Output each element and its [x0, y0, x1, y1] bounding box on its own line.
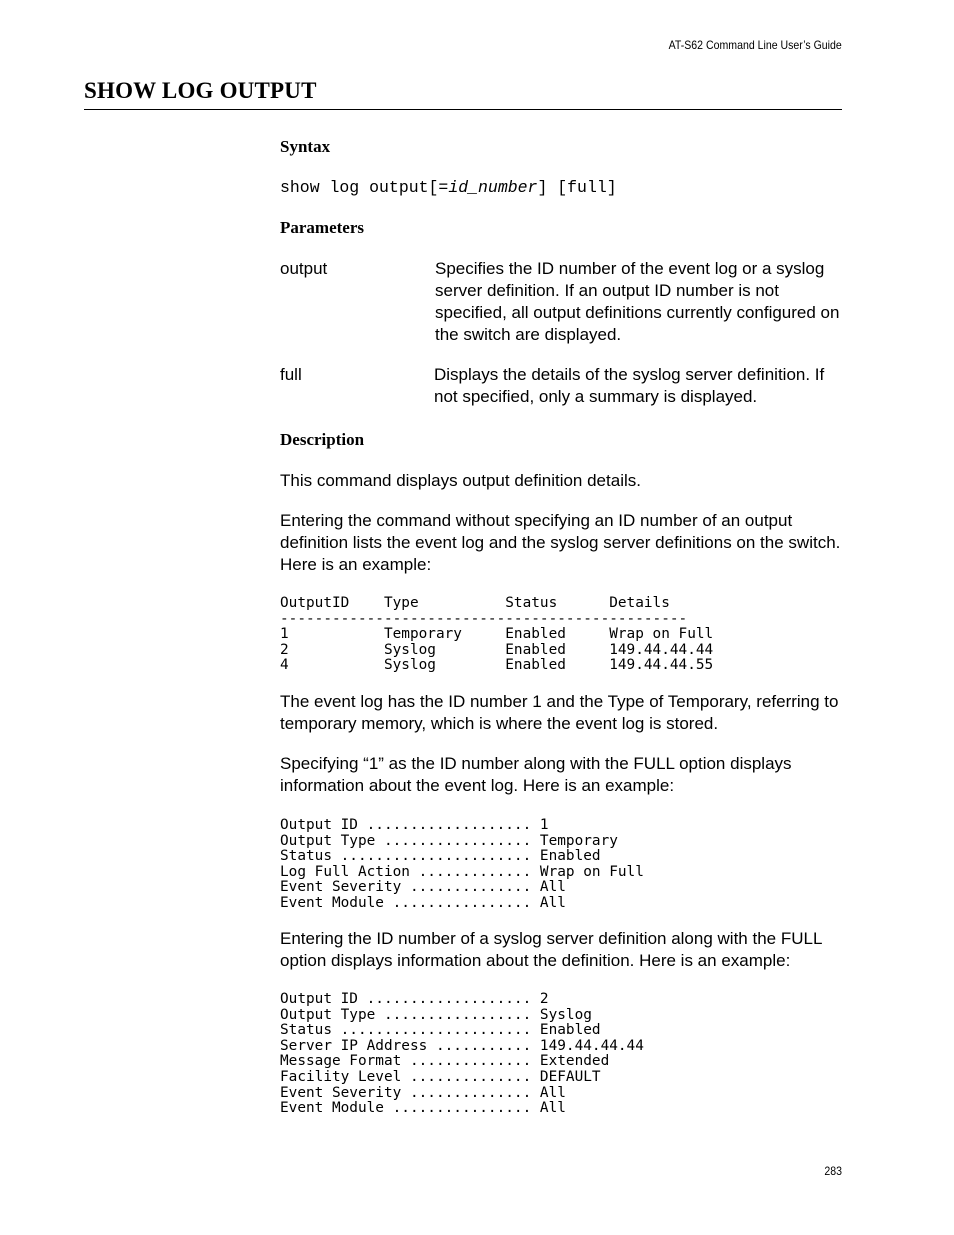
example-output-syslog: Output ID ................... 2 Output Type ................. Syslog Status ...................... Enabled Server IP Address ........... 149.44.44.44 Message Format .............. Extended Facility Level .............. DEFAULT Event Severity .............. All Event Module ................ All: [280, 991, 644, 1117]
example-output-summary: OutputID Type Status Details ----------------------------------------------- 1 Temporary Enabled Wrap on Full 2 Syslog Enabled 149.44.44.44 4 Syslog Enabled 149.44.44.55: [280, 595, 714, 674]
description-paragraph: This command displays output definition details.: [280, 471, 641, 490]
parameter-name: output: [280, 259, 328, 278]
syntax-command: [280, 178, 617, 197]
description-paragraph: Specifying “1” as the ID number along with the FULL option displays information about the event log. Here is an example:: [280, 754, 792, 795]
parameter-name: full: [280, 365, 302, 384]
description-paragraph: The event log has the ID number 1 and the Type of Temporary, referring to temporary memory, which is where the event log is stored.: [280, 692, 839, 733]
page-header-guide-title: AT-S62 Command Line User’s Guide: [668, 38, 842, 52]
page-number: 283: [824, 1164, 842, 1178]
syntax-command-prefix: show log output[=: [280, 178, 449, 197]
description-heading: Description: [280, 430, 365, 449]
syntax-command-suffix: ] [full]: [537, 178, 617, 197]
page-title: SHOW LOG OUTPUT: [84, 78, 317, 103]
parameter-description: Specifies the ID number of the event log or a syslog server definition. If an output ID number is not specified, all output definitions currently configured on the switch are displayed.: [435, 259, 840, 344]
example-output-event-log: Output ID ................... 1 Output Type ................. Temporary Status ...................... Enabled Log Full Action ............. Wrap on Full Event Severity .............. All Event Module ................ All: [280, 817, 644, 911]
parameter-description: Displays the details of the syslog server definition. If not specified, only a summary is displayed.: [434, 365, 825, 406]
title-rule: [84, 109, 842, 110]
parameters-heading: Parameters: [280, 218, 365, 237]
syntax-command-argument: id_number: [448, 178, 538, 197]
syntax-heading: Syntax: [280, 137, 331, 156]
description-paragraph: Entering the command without specifying an ID number of an output definition lists the event log and the syslog server definitions on the switch. Here is an example:: [280, 511, 841, 574]
description-paragraph: Entering the ID number of a syslog server definition along with the FULL option displays information about the definition. Here is an example:: [280, 929, 822, 970]
